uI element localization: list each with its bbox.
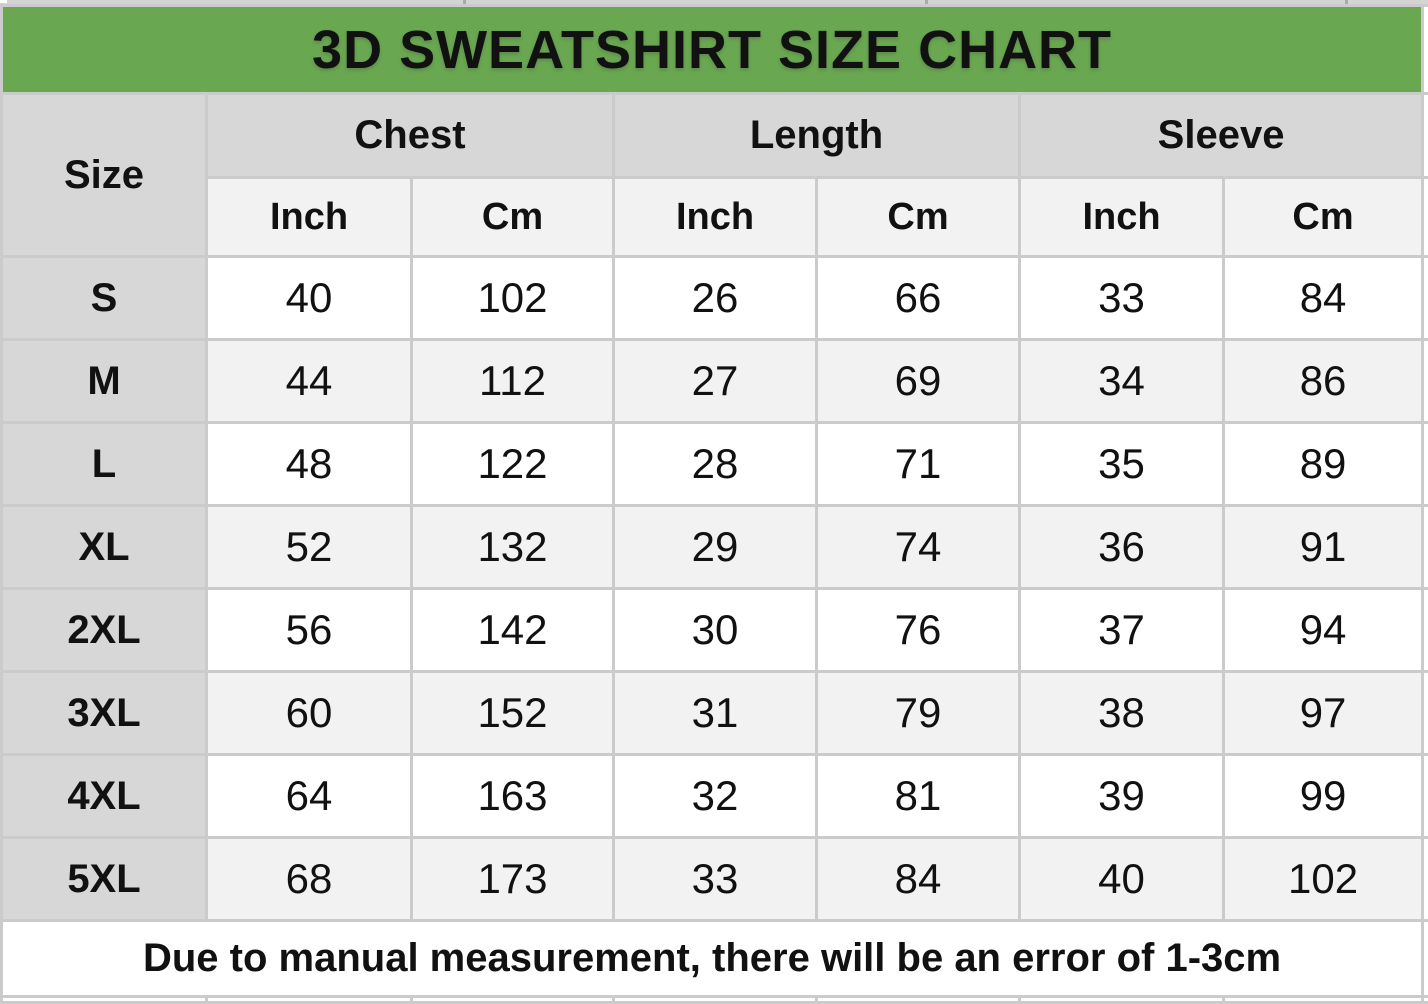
value-sleeve-cm: 84: [1224, 257, 1423, 340]
value-chest-cm: 132: [412, 506, 614, 589]
value-chest-inch: 44: [207, 340, 412, 423]
value-chest-inch: 56: [207, 589, 412, 672]
table-row-l: [2, 423, 1428, 506]
right-edge-sliver: [1423, 257, 1428, 340]
chart-title: 3D SWEATSHIRT SIZE CHART: [2, 6, 1423, 94]
value-length-inch: 29: [614, 506, 817, 589]
size-label: S: [2, 257, 207, 340]
unit-header-length-inch: Inch: [614, 178, 817, 257]
table-row-5xl: [2, 838, 1428, 921]
unit-header-sleeve-inch: Inch: [1020, 178, 1224, 257]
value-chest-cm: 112: [412, 340, 614, 423]
size-label: 3XL: [2, 672, 207, 755]
value-length-inch: 27: [614, 340, 817, 423]
right-edge-sliver: [1423, 6, 1428, 94]
value-sleeve-inch: 33: [1020, 257, 1224, 340]
value-sleeve-cm: 99: [1224, 755, 1423, 838]
value-length-cm: 81: [817, 755, 1020, 838]
size-label: 2XL: [2, 589, 207, 672]
value-chest-cm: 173: [412, 838, 614, 921]
value-chest-inch: 60: [207, 672, 412, 755]
value-chest-cm: 122: [412, 423, 614, 506]
value-length-cm: 84: [817, 838, 1020, 921]
value-chest-cm: 102: [412, 257, 614, 340]
right-edge-sliver: [1423, 921, 1428, 997]
right-edge-sliver: [1423, 94, 1428, 178]
value-chest-inch: 48: [207, 423, 412, 506]
column-header-size: Size: [2, 94, 207, 257]
value-sleeve-inch: 40: [1020, 838, 1224, 921]
table-row-4xl: [2, 755, 1428, 838]
value-sleeve-cm: 91: [1224, 506, 1423, 589]
value-sleeve-cm: 94: [1224, 589, 1423, 672]
measurement-note: Due to manual measurement, there will be an error of 1-3cm: [2, 921, 1423, 997]
value-sleeve-cm: 86: [1224, 340, 1423, 423]
value-sleeve-inch: 34: [1020, 340, 1224, 423]
right-edge-sliver: [1423, 340, 1428, 423]
value-length-inch: 32: [614, 755, 817, 838]
value-chest-cm: 152: [412, 672, 614, 755]
right-edge-sliver: [1423, 589, 1428, 672]
value-length-cm: 66: [817, 257, 1020, 340]
value-chest-inch: 40: [207, 257, 412, 340]
value-chest-inch: 68: [207, 838, 412, 921]
size-label: 5XL: [2, 838, 207, 921]
group-header-sleeve: Sleeve: [1020, 94, 1423, 178]
unit-header-length-cm: Cm: [817, 178, 1020, 257]
value-length-cm: 71: [817, 423, 1020, 506]
unit-header-chest-cm: Cm: [412, 178, 614, 257]
value-sleeve-cm: 102: [1224, 838, 1423, 921]
value-sleeve-inch: 39: [1020, 755, 1224, 838]
value-length-inch: 30: [614, 589, 817, 672]
table-row-2xl: [2, 589, 1428, 672]
value-sleeve-inch: 36: [1020, 506, 1224, 589]
value-length-cm: 76: [817, 589, 1020, 672]
value-length-inch: 28: [614, 423, 817, 506]
value-chest-inch: 64: [207, 755, 412, 838]
value-length-cm: 69: [817, 340, 1020, 423]
value-sleeve-cm: 97: [1224, 672, 1423, 755]
group-header-length: Length: [614, 94, 1020, 178]
right-edge-sliver: [1423, 755, 1428, 838]
value-sleeve-inch: 37: [1020, 589, 1224, 672]
value-length-inch: 33: [614, 838, 817, 921]
table-row-m: [2, 340, 1428, 423]
value-length-cm: 74: [817, 506, 1020, 589]
table-row-3xl: [2, 672, 1428, 755]
right-edge-sliver: [1423, 838, 1428, 921]
value-chest-inch: 52: [207, 506, 412, 589]
value-length-cm: 79: [817, 672, 1020, 755]
size-label: M: [2, 340, 207, 423]
value-length-inch: 31: [614, 672, 817, 755]
right-edge-sliver: [1423, 672, 1428, 755]
size-label: XL: [2, 506, 207, 589]
value-chest-cm: 142: [412, 589, 614, 672]
right-edge-sliver: [1423, 506, 1428, 589]
group-header-chest: Chest: [207, 94, 614, 178]
size-chart-table: [0, 4, 1428, 1004]
size-label: 4XL: [2, 755, 207, 838]
size-label: L: [2, 423, 207, 506]
unit-header-chest-inch: Inch: [207, 178, 412, 257]
value-sleeve-inch: 35: [1020, 423, 1224, 506]
unit-header-sleeve-cm: Cm: [1224, 178, 1423, 257]
grid-notch: [0, 0, 7, 3]
table-row-s: [2, 257, 1428, 340]
value-sleeve-cm: 89: [1224, 423, 1423, 506]
right-edge-sliver: [1423, 178, 1428, 257]
value-chest-cm: 163: [412, 755, 614, 838]
right-edge-sliver: [1423, 423, 1428, 506]
value-length-inch: 26: [614, 257, 817, 340]
table-row-xl: [2, 506, 1428, 589]
value-sleeve-inch: 38: [1020, 672, 1224, 755]
